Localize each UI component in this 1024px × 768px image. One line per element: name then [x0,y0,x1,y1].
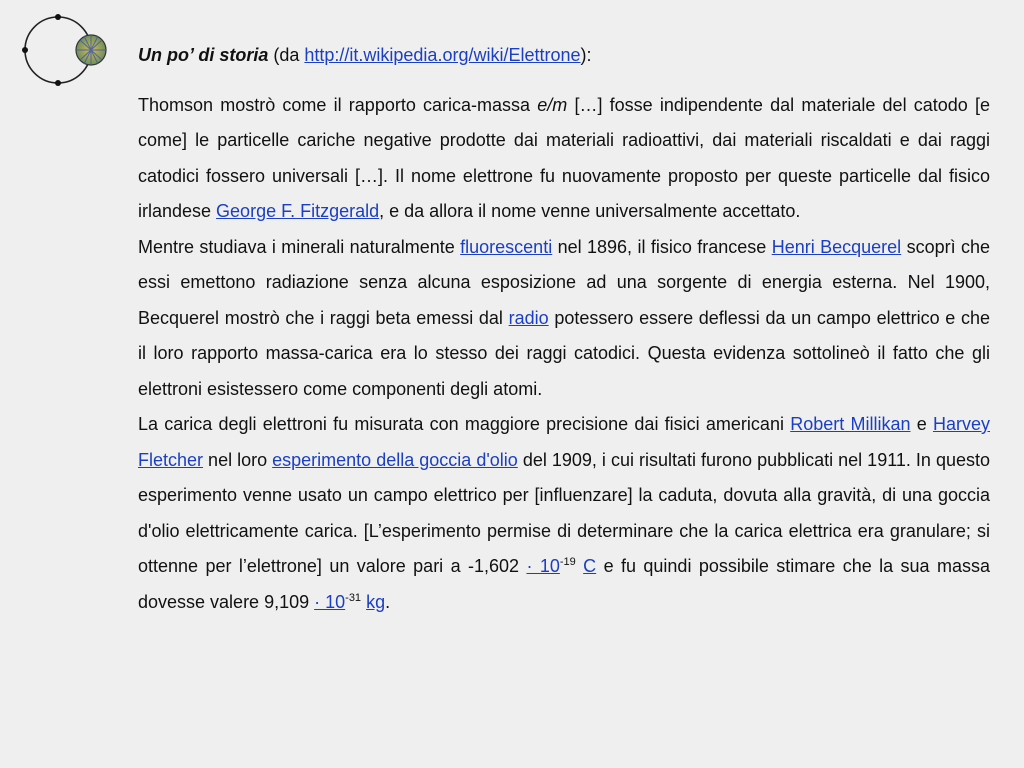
paragraph-becquerel [138,230,990,408]
text: , e da allora il nome venne universalmente accettato. [379,201,801,221]
paragraph-millikan [138,407,990,620]
source-link[interactable]: http://it.wikipedia.org/wiki/Elettrone [304,45,581,65]
link-power-of-ten-1[interactable]: · 10 [526,556,560,576]
page-title: Un po’ di storia [138,45,269,65]
heading-source-prefix: (da [268,45,305,65]
link-fluorescenti[interactable]: fluorescenti [460,236,553,257]
emphasis-em: e/m [537,94,568,115]
exponent: -19 [559,556,576,568]
link-kilogram[interactable]: kg [366,591,386,612]
text: potessero essere deflessi da un campo elettrico e che il loro rapporto massa-carica era lo stesso dei raggi catodici. Questa evidenza sottolineò il fatto che gli elettroni esistessero come componenti degli atomi. [138,307,991,399]
text: . [385,591,391,612]
text: Thomson mostrò come il rapporto carica-massa [138,94,538,115]
heading-source-suffix: ): [580,45,592,65]
atom-orbit-icon [18,14,118,94]
link-coulomb[interactable]: C [583,556,597,576]
link-power-of-ten-2[interactable]: · 10 [314,591,346,612]
text: e [910,414,933,434]
document-body [138,38,990,620]
text: scoprì che essi emettono radiazione senza alcuna esposizione ad una sorgente di energia esterna. Nel 1900, Becquerel mostrò che i raggi beta emessi dal [138,236,991,328]
text: nel 1896, il fisico francese [552,236,772,257]
text: […] fosse indipendente dal materiale del catodo [e come] le particelle cariche negative prodotte dai materiali radioattivi, dai materiali riscaldati e dai raggi catodici fossero universali […]. Il nome elettrone fu nuovamente proposto per queste particelle dal fisico irlandese [138,94,990,221]
link-fletcher[interactable]: Harvey Fletcher [138,414,990,470]
text: Mentre studiava i minerali naturalmente [138,236,461,257]
exponent: -31 [345,591,362,604]
text: nel loro [203,449,273,470]
text: del 1909, i cui risultati furono pubblicati nel 1911. In questo esperimento venne usato un campo elettrico per [influenzare] la caduta, dovuta alla gravità, di una goccia d'olio elettricamente carica. [L’esperimento permise di determinare che la carica elettrica era granulare; si ottenne per l’elettrone] un valore pari a -1,602 [138,449,990,576]
link-oil-drop-experiment[interactable]: esperimento della goccia d'olio [272,449,518,470]
paragraph-thomson [138,88,990,230]
text: La carica degli elettroni fu misurata con maggiore precisione dai fisici americani [138,414,791,434]
page-heading [138,38,990,74]
link-fitzgerald[interactable]: George F. Fitzgerald [216,201,380,221]
link-becquerel[interactable]: Henri Becquerel [771,236,902,257]
link-radio[interactable]: radio [508,307,549,328]
link-millikan[interactable]: Robert Millikan [790,414,911,434]
text: e fu quindi possibile stimare che la sua massa dovesse valere 9,109 [138,556,990,612]
